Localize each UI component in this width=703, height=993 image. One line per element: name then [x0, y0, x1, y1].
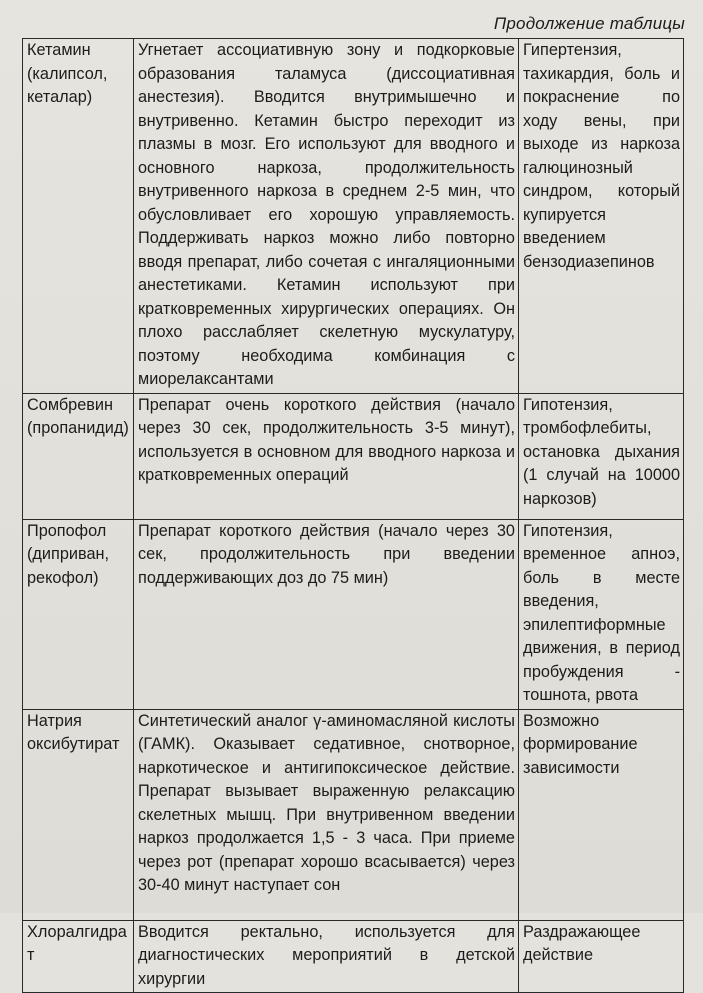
drug-side-effects-cell: Гипертензия, тахикардия, боль и покраснение по ходу вены, при выходе из наркоза галюцинозный синдром, который купируется введением бензодиазепинов — [519, 39, 684, 394]
drug-name-cell: Хлоралгидрат — [23, 920, 134, 993]
table-row — [23, 920, 684, 993]
drug-name-cell: Кетамин (калипсол, кеталар) — [23, 39, 134, 394]
drug-side-effects-cell: Гипотензия, временное апноэ, боль в месте введения, эпилептиформные движения, в период пробуждения - тошнота, рвота — [519, 519, 684, 709]
drug-name-cell: Сомбревин (пропанидид) — [23, 393, 134, 519]
table-continuation-caption: Продолжение таблицы — [493, 14, 685, 33]
anesthetics-table — [22, 38, 684, 993]
drug-description-cell: Угнетает ассоциативную зону и подкорковые образования таламуса (диссоциативная анестезия). Вводится внутримышечно и внутривенно. Кетамин быстро переходит из плазмы в мозг. Его используют для вводного и основного наркоза, продолжительность внутривенного наркоза в среднем 2-5 мин, что обусловливает его хорошую управляемость. Поддерживать наркоз можно либо повторно вводя препарат, либо сочетая с ингаляционными анестетиками. Кетамин используют при кратковременных хирургических операциях. Он плохо расслабляет скелетную мускулатуру, поэтому необходима комбинация с миорелаксантами — [134, 39, 519, 394]
drug-description-cell: Синтетический аналог γ-аминомасляной кислоты (ГАМК). Оказывает седативное, снотворное, наркотическое и антигипоксическое действие. Препарат вызывает выраженную релаксацию скелетных мышц. При внутривенном введении наркоз продолжается 1,5 - 3 часа. При приеме через рот (препарат хорошо всасывается) через 30-40 минут наступает сон — [134, 709, 519, 920]
drug-name-cell: Натрия оксибутират — [23, 709, 134, 920]
table-row — [23, 709, 684, 920]
table-row — [23, 519, 684, 709]
drug-description-cell: Вводится ректально, используется для диагностических мероприятий в детской хирургии — [134, 920, 519, 993]
table-row — [23, 393, 684, 519]
drug-name-cell: Пропофол (диприван, рекофол) — [23, 519, 134, 709]
drug-side-effects-cell: Возможно формирование зависимости — [519, 709, 684, 920]
drug-side-effects-cell: Гипотензия, тромбофлебиты, остановка дыхания (1 случай на 10000 наркозов) — [519, 393, 684, 519]
drug-description-cell: Препарат короткого действия (начало через 30 сек, продолжительность при введении поддерживающих доз до 75 мин) — [134, 519, 519, 709]
drug-description-cell: Препарат очень короткого действия (начало через 30 сек, продолжительность 3-5 минут), используется в основном для вводного наркоза и кратковременных операций — [134, 393, 519, 519]
drug-side-effects-cell: Раздражающее действие — [519, 920, 684, 993]
table-row — [23, 39, 684, 394]
